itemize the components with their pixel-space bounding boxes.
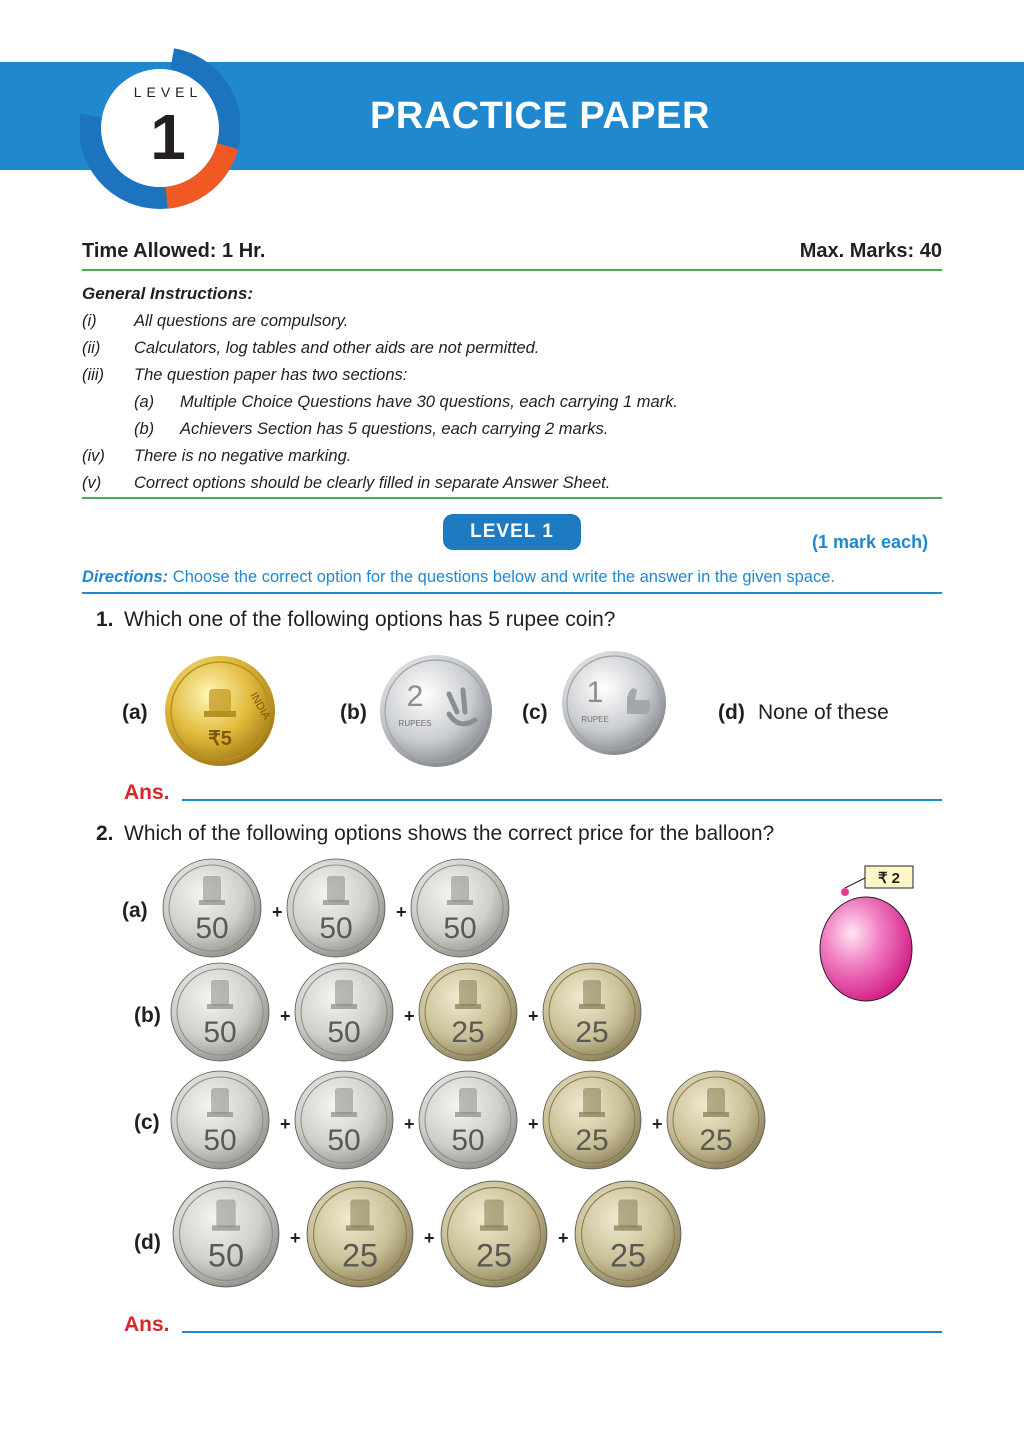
plus-sign: + bbox=[280, 1114, 291, 1134]
answer-input-line[interactable] bbox=[182, 799, 942, 801]
coin-value: 50 bbox=[451, 1124, 485, 1157]
fifty-paise-coin bbox=[170, 962, 270, 1062]
instruction-number: (i) bbox=[82, 312, 97, 330]
two-rupee-coin bbox=[379, 654, 493, 768]
coin-value: 50 bbox=[327, 1016, 361, 1049]
question-number: 1. bbox=[96, 608, 114, 631]
plus-sign: + bbox=[528, 1006, 539, 1026]
coin-value: 25 bbox=[341, 1237, 379, 1274]
answer-label: Ans. bbox=[124, 1313, 170, 1336]
instruction-subnumber: (a) bbox=[134, 393, 155, 411]
fifty-paise-coin bbox=[170, 1070, 270, 1170]
option-label: (d) bbox=[134, 1231, 161, 1254]
twenty-five-paise-coin bbox=[306, 1180, 414, 1288]
option-label: (c) bbox=[134, 1111, 160, 1134]
badge-level-number: 1 bbox=[150, 101, 186, 173]
plus-sign: + bbox=[652, 1114, 663, 1134]
divider bbox=[82, 497, 942, 499]
question-text: Which of the following options shows the correct price for the balloon? bbox=[124, 822, 775, 845]
coin-value: 25 bbox=[475, 1237, 513, 1274]
price-tag: ₹ 2 bbox=[877, 870, 901, 887]
coin-value: 50 bbox=[443, 912, 477, 945]
fifty-paise-coin bbox=[162, 858, 262, 958]
fifty-paise-coin bbox=[418, 1070, 518, 1170]
coin-value: 50 bbox=[319, 912, 353, 945]
instruction-number: (iv) bbox=[82, 447, 105, 465]
five-rupee-coin bbox=[164, 655, 276, 767]
marks-note: (1 mark each) bbox=[812, 532, 929, 552]
instruction-text: Calculators, log tables and other aids are not permitted. bbox=[134, 339, 540, 357]
twenty-five-paise-coin bbox=[574, 1180, 682, 1288]
plus-sign: + bbox=[528, 1114, 539, 1134]
time-allowed: Time Allowed: 1 Hr. bbox=[82, 240, 266, 262]
page-title: PRACTICE PAPER bbox=[370, 95, 710, 137]
fifty-paise-coin bbox=[294, 1070, 394, 1170]
question-number: 2. bbox=[96, 822, 114, 845]
coin-word: RUPEES bbox=[398, 719, 432, 728]
directions-label: Directions: bbox=[82, 568, 169, 586]
instruction-number: (iii) bbox=[82, 366, 104, 384]
option-label: (b) bbox=[340, 701, 367, 724]
coin-value: 1 bbox=[586, 676, 604, 709]
instruction-text: There is no negative marking. bbox=[134, 447, 352, 465]
divider bbox=[82, 592, 942, 594]
instructions-heading: General Instructions: bbox=[82, 284, 253, 303]
instruction-number: (v) bbox=[82, 474, 102, 492]
directions-text: Choose the correct option for the questions below and write the answer in the given space. bbox=[168, 568, 835, 586]
plus-sign: + bbox=[404, 1114, 415, 1134]
fifty-paise-coin bbox=[172, 1180, 280, 1288]
plus-sign: + bbox=[396, 902, 407, 922]
coin-value: 25 bbox=[699, 1124, 733, 1157]
fifty-paise-coin bbox=[286, 858, 386, 958]
directions bbox=[82, 568, 835, 587]
coin-value: 25 bbox=[451, 1016, 485, 1049]
instruction-text: All questions are compulsory. bbox=[134, 312, 349, 330]
level-pill: LEVEL 1 bbox=[443, 514, 581, 550]
answer-input-line[interactable] bbox=[182, 1331, 942, 1333]
max-marks: Max. Marks: 40 bbox=[799, 240, 942, 262]
coin-value: 25 bbox=[609, 1237, 647, 1274]
one-rupee-coin bbox=[561, 650, 667, 756]
plus-sign: + bbox=[558, 1228, 569, 1248]
coin-word: RUPEE bbox=[581, 715, 609, 724]
answer-label: Ans. bbox=[124, 781, 170, 804]
coin-value: 25 bbox=[575, 1016, 609, 1049]
plus-sign: + bbox=[272, 902, 283, 922]
plus-sign: + bbox=[404, 1006, 415, 1026]
option-label: (a) bbox=[122, 899, 148, 922]
twenty-five-paise-coin bbox=[440, 1180, 548, 1288]
coin-value: ₹5 bbox=[208, 728, 232, 750]
coin-value: 50 bbox=[203, 1124, 237, 1157]
instruction-subtext: Achievers Section has 5 questions, each carrying 2 marks. bbox=[180, 420, 609, 438]
instruction-number: (ii) bbox=[82, 339, 101, 357]
instruction-text: The question paper has two sections: bbox=[134, 366, 408, 384]
twenty-five-paise-coin bbox=[542, 962, 642, 1062]
divider bbox=[82, 269, 942, 271]
twenty-five-paise-coin bbox=[418, 962, 518, 1062]
option-label: (c) bbox=[522, 701, 548, 724]
plus-sign: + bbox=[424, 1228, 435, 1248]
instruction-text: Correct options should be clearly filled in separate Answer Sheet. bbox=[134, 474, 611, 492]
balloon-with-price bbox=[815, 864, 915, 1004]
coin-value: 2 bbox=[406, 680, 424, 713]
question-text: Which one of the following options has 5 rupee coin? bbox=[124, 608, 616, 631]
instruction-subnumber: (b) bbox=[134, 420, 155, 438]
plus-sign: + bbox=[290, 1228, 301, 1248]
badge-level-word: LEVEL bbox=[133, 84, 203, 100]
instruction-subtext: Multiple Choice Questions have 30 questions, each carrying 1 mark. bbox=[180, 393, 679, 411]
twenty-five-paise-coin bbox=[542, 1070, 642, 1170]
coin-value: 50 bbox=[203, 1016, 237, 1049]
option-label: (d) bbox=[718, 701, 745, 724]
option-text: None of these bbox=[758, 701, 889, 724]
coin-value: 25 bbox=[575, 1124, 609, 1157]
option-label: (a) bbox=[122, 701, 148, 724]
coin-value: 50 bbox=[195, 912, 229, 945]
coin-country: INDIA bbox=[247, 690, 273, 722]
option-label: (b) bbox=[134, 1004, 161, 1027]
fifty-paise-coin bbox=[410, 858, 510, 958]
twenty-five-paise-coin bbox=[666, 1070, 766, 1170]
fifty-paise-coin bbox=[294, 962, 394, 1062]
plus-sign: + bbox=[280, 1006, 291, 1026]
coin-value: 50 bbox=[207, 1237, 245, 1274]
coin-value: 50 bbox=[327, 1124, 361, 1157]
